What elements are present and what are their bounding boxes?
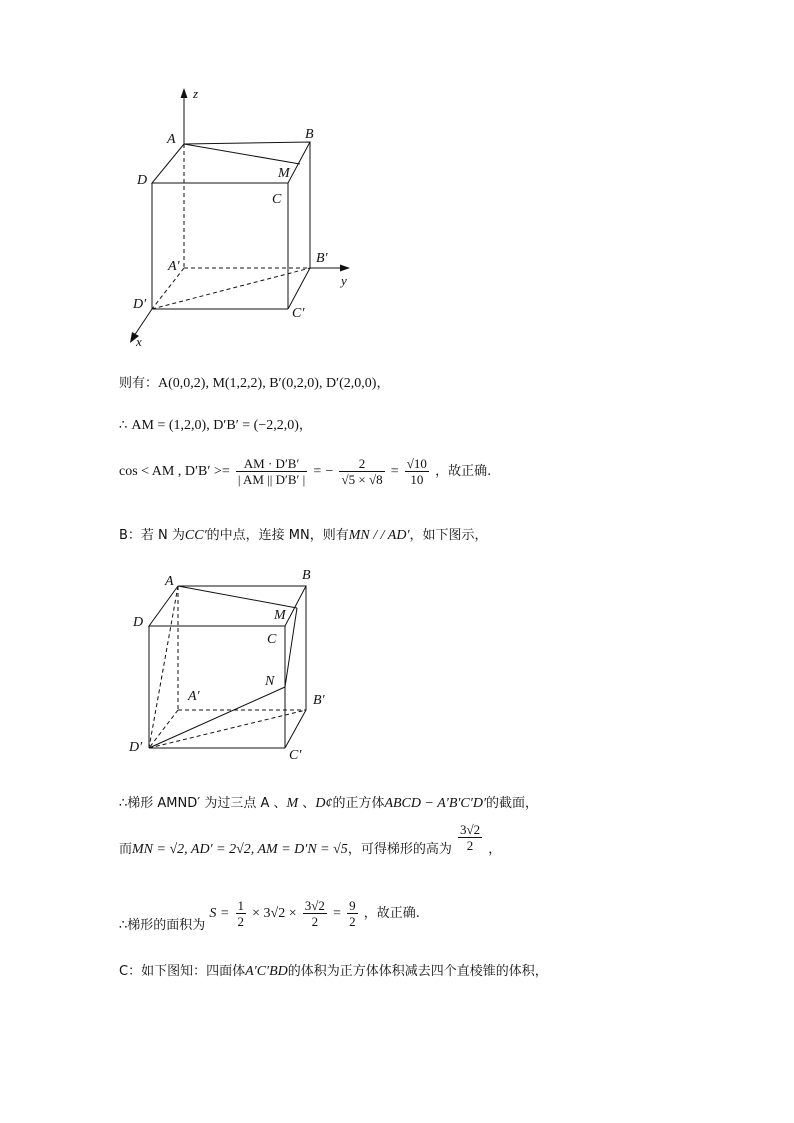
lengths-text2: ，可得梯形的高为 xyxy=(347,842,452,857)
area-text2: ，故正确. xyxy=(363,906,420,921)
cos-frac2-num: 2 xyxy=(339,456,384,472)
option-b-text1: B：若 N 为 xyxy=(119,528,185,543)
vertex-label-a: A xyxy=(167,132,176,147)
area-f2-den: 2 xyxy=(311,914,319,929)
area-f1-num: 1 xyxy=(237,898,245,913)
option-c-math: A′C′BD xyxy=(245,964,288,979)
line2-suffix: ， xyxy=(298,418,312,433)
vertex-label-b-prime: B′ xyxy=(316,251,328,266)
trap-math2: D¢ xyxy=(315,796,333,811)
cos-frac2-den: √5 × √8 xyxy=(341,472,383,487)
text-line-cosine: cos < AM , D′B′ >= $\frac{AM \cdot D'B'}{| AM || D'B' |}$ = − $\frac{2}{√5 \times √8}$ = $\frac{√10}{10}$ ，故正确. xyxy=(119,456,492,487)
cos-suffix: ，故正确. xyxy=(435,464,492,479)
lengths-text1: 而 xyxy=(119,842,133,857)
text-line-area xyxy=(119,898,420,933)
option-b-math1: CC′ xyxy=(184,528,207,543)
line2-prefix: ∴ xyxy=(119,418,128,433)
vertex-label-c: C xyxy=(272,192,282,207)
line2-math: AM = (1,2,0), D′B′ = (−2,2,0) xyxy=(131,418,299,433)
area-math-s: S = xyxy=(209,906,230,921)
area-eq: = xyxy=(333,906,341,921)
trap-math1: M xyxy=(286,796,299,811)
cos-frac1-num: AM · D′B′ xyxy=(236,456,307,472)
vertex-label-d-prime: D′ xyxy=(133,297,147,312)
option-b-text3: ，如下图示， xyxy=(409,528,488,543)
trap-text3: 的正方体 xyxy=(332,796,385,811)
figure-cube-coordinate xyxy=(120,80,370,350)
area-frac-2 xyxy=(303,898,327,929)
cos-eq: = xyxy=(313,464,322,479)
point-label-m: M xyxy=(274,608,286,623)
figure-cube-trapezoid xyxy=(125,565,345,765)
axis-label-y: y xyxy=(341,273,347,288)
text-line-coordinates xyxy=(119,372,389,392)
text-line-vectors xyxy=(119,414,312,434)
trap-text1: ∴梯形 AMND′ 为过三点 A 、 xyxy=(119,796,287,811)
vertex-label-a: A xyxy=(165,574,174,589)
cos-lhs: cos < AM , D′B′ >= xyxy=(119,464,230,479)
cos-frac3-num: √10 xyxy=(406,456,427,471)
text-line-option-b xyxy=(119,524,488,544)
option-b-text2: 的中点，连接 MN，则有 xyxy=(206,528,349,543)
cos-frac1-den: | AM || D′B′ | xyxy=(237,472,306,487)
vertex-label-c: C xyxy=(267,632,277,647)
area-f3-num: 9 xyxy=(349,898,356,913)
option-c-text2: 的体积为正方体体积减去四个直棱锥的体积， xyxy=(287,964,548,979)
cos-fraction-1 xyxy=(236,456,307,487)
lengths-text3: ， xyxy=(488,842,502,857)
height-frac-num: 3√2 xyxy=(459,822,481,837)
lengths-math: MN = √2, AD′ = 2√2, AM = D′N = √5 xyxy=(132,842,348,857)
option-c-text1: C：如下图知：四面体 xyxy=(119,964,246,979)
point-label-n: N xyxy=(265,674,275,689)
area-text1: ∴梯形的面积为 xyxy=(119,918,206,933)
vertex-label-b: B xyxy=(305,127,314,142)
area-f2-num: 3√2 xyxy=(304,898,325,913)
cos-fraction-2 xyxy=(339,456,384,487)
vertex-label-d: D xyxy=(133,615,144,630)
text-line-option-c xyxy=(119,960,548,980)
axis-label-z: z xyxy=(193,86,199,101)
line1-math: A(0,0,2), M(1,2,2), B′(0,2,0), D′(2,0,0) xyxy=(158,376,377,391)
area-f1-den: 2 xyxy=(237,914,245,929)
vertex-label-d: D xyxy=(137,173,148,188)
vertex-label-d-prime: D′ xyxy=(129,740,143,755)
line1-prefix: 则有： xyxy=(119,376,159,391)
cos-frac3-den: 10 xyxy=(410,472,424,487)
vertex-label-a-prime: A′ xyxy=(168,259,180,274)
area-mid: × 3√2 × xyxy=(252,906,297,921)
vertex-label-b: B xyxy=(302,568,311,583)
trap-text4: 的截面， xyxy=(486,796,539,811)
vertex-label-c-prime: C′ xyxy=(292,306,305,321)
line1-suffix: ， xyxy=(376,376,390,391)
cos-fraction-3 xyxy=(405,456,429,487)
area-frac-1 xyxy=(236,898,247,929)
point-label-m: M xyxy=(278,166,290,181)
height-frac-den: 2 xyxy=(466,838,474,853)
vertex-label-a-prime: A′ xyxy=(188,689,200,704)
vertex-label-b-prime: B′ xyxy=(313,693,325,708)
height-fraction xyxy=(458,822,482,853)
axis-label-x: x xyxy=(136,334,142,349)
text-line-lengths xyxy=(119,822,502,865)
cube-coordinate-diagram xyxy=(120,80,370,350)
option-b-math2: MN / / AD′ xyxy=(348,528,410,543)
vertex-label-c-prime: C′ xyxy=(289,748,302,763)
cube-trapezoid-diagram xyxy=(125,565,345,765)
area-frac-3 xyxy=(347,898,358,929)
trap-text2: 、 xyxy=(298,796,316,811)
trap-math3: ABCD − A′B′C′D′ xyxy=(384,796,487,811)
area-f3-den: 2 xyxy=(349,914,356,929)
text-line-trapezoid-section xyxy=(119,792,538,812)
